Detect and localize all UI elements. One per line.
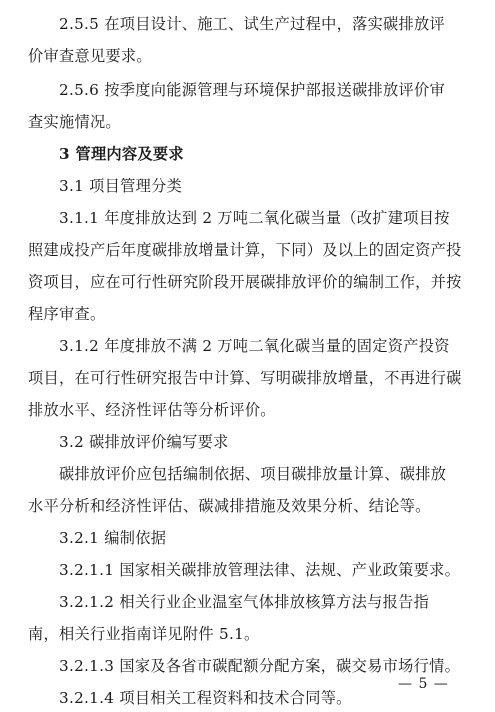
subsection-heading: 3.2.1 编制依据 — [59, 529, 167, 547]
paragraph-line: 资项目，应在可行性研究阶段开展碳排放评价的编制工作，并按 — [28, 273, 462, 291]
paragraph-line: 3.2.1.4 项目相关工程资料和技术合同等。 — [59, 689, 352, 707]
paragraph-line: 查实施情况。 — [28, 113, 121, 131]
paragraph-line: 排放水平、经济性评估等分析评价。 — [28, 401, 276, 419]
page-number: — 5 — — [398, 676, 449, 692]
paragraph-line: 价审查意见要求。 — [28, 47, 152, 65]
subsection-heading: 3.2 碳排放评价编写要求 — [59, 433, 229, 451]
paragraph-line: 程序审查。 — [28, 305, 106, 323]
paragraph-line: 2.5.6 按季度向能源管理与环境保护部报送碳排放评价审 — [59, 81, 445, 99]
subsection-heading: 3.1 项目管理分类 — [59, 177, 183, 195]
paragraph-line: 南，相关行业指南详见附件 5.1。 — [28, 625, 260, 643]
paragraph-line: 照建成投产后年度碳排放增量计算，下同）及以上的固定资产投 — [28, 241, 462, 259]
paragraph-line: 3.2.1.2 相关行业企业温室气体排放核算方法与报告指 — [59, 593, 430, 611]
paragraph-line: 2.5.5 在项目设计、施工、试生产过程中，落实碳排放评 — [59, 15, 445, 33]
paragraph-line: 水平分析和经济性评估、碳减排措施及效果分析、结论等。 — [28, 497, 431, 515]
paragraph-line: 3.1.1 年度排放达到 2 万吨二氧化碳当量（改扩建项目按 — [59, 209, 450, 227]
paragraph-line: 3.2.1.1 国家相关碳排放管理法律、法规、产业政策要求。 — [59, 561, 461, 579]
section-heading: 3 管理内容及要求 — [59, 145, 184, 163]
paragraph-line: 3.1.2 年度排放不满 2 万吨二氧化碳当量的固定资产投资 — [59, 337, 450, 355]
paragraph-line: 项目，在可行性研究报告中计算、写明碳排放增量，不再进行碳 — [28, 369, 462, 387]
paragraph-line: 碳排放评价应包括编制依据、项目碳排放量计算、碳排放 — [59, 465, 447, 483]
paragraph-line: 3.2.1.3 国家及各省市碳配额分配方案，碳交易市场行情。 — [59, 657, 461, 675]
